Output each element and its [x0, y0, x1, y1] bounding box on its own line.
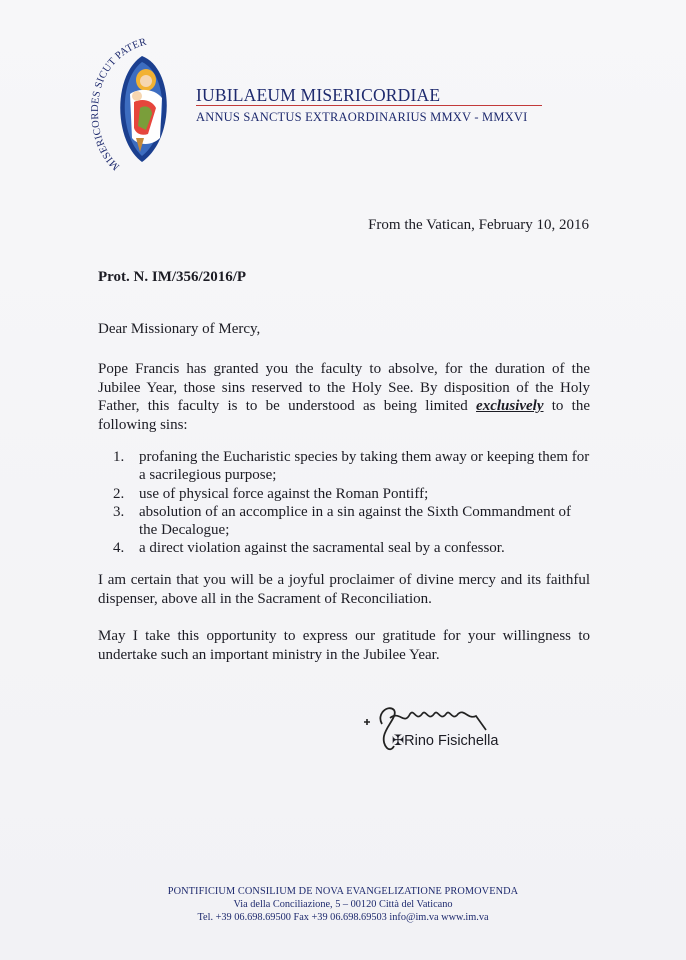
header-subtitle: ANNUS SANCTUS EXTRAORDINARIUS MMXV - MMXVI [196, 110, 528, 124]
list-item [113, 485, 590, 503]
header-divider [196, 105, 542, 106]
header-title: IUBILAEUM MISERICORDIAE [196, 85, 441, 105]
list-item-number: 3. [113, 503, 125, 520]
list-item-text: profaning the Eucharistic species by taking them away or keeping them for a sacrilegious purpose; [139, 449, 590, 484]
list-item-number: 1. [113, 449, 125, 465]
list-item [113, 503, 590, 540]
paragraph-gratitude: May I take this opportunity to express our gratitude for your willingness to undertake such an important ministry in the Jubilee Year. [98, 628, 590, 663]
footer-contact: Tel. +39 06.698.69500 Fax +39 06.698.69503 info@im.va www.im.va [197, 912, 489, 923]
list-item [113, 539, 590, 557]
list-item-number: 4. [113, 540, 125, 557]
paragraph-faculty-text: Pope Francis has granted you the faculty to absolve, for the duration of the Jubilee Year, those sins reserved to the Holy See. By disposition of the Holy Father, this faculty is to be understood as being limited [98, 361, 590, 414]
letter-date: From the Vatican, February 10, 2016 [368, 217, 589, 233]
signer-name: ✠Rino Fisichella [392, 733, 499, 749]
jubilee-logo [90, 38, 180, 173]
logo-motto: MISERICORDES SICUT PATER [90, 38, 149, 172]
letterhead-footer [0, 885, 686, 924]
handwritten-signature [360, 700, 500, 760]
paragraph-faculty-tail: to the following sins: [98, 398, 590, 433]
footer-organization: PONTIFICIUM CONSILIUM DE NOVA EVANGELIZATIONE PROMOVENDA [167, 886, 519, 897]
protocol-number: Prot. N. IM/356/2016/P [98, 269, 247, 285]
list-item-text: a direct violation against the sacramental seal by a confessor. [139, 540, 505, 557]
list-item-text: absolution of an accomplice in a sin against the Sixth Commandment of the Decalogue; [139, 503, 571, 539]
paragraph-mercy: I am certain that you will be a joyful proclaimer of divine mercy and its faithful dispenser, above all in the Sacrament of Reconciliation. [98, 572, 590, 607]
paragraph-faculty [98, 360, 590, 434]
list-item-number: 2. [113, 485, 125, 502]
salutation: Dear Missionary of Mercy, [98, 321, 261, 337]
footer-address: Via della Conciliazione, 5 – 00120 Città del Vaticano [233, 899, 453, 910]
sins-list [113, 448, 590, 558]
list-item [113, 448, 590, 485]
list-item-text: use of physical force against the Roman Pontiff; [139, 485, 429, 502]
emphasis-exclusively: exclusively [476, 398, 544, 414]
